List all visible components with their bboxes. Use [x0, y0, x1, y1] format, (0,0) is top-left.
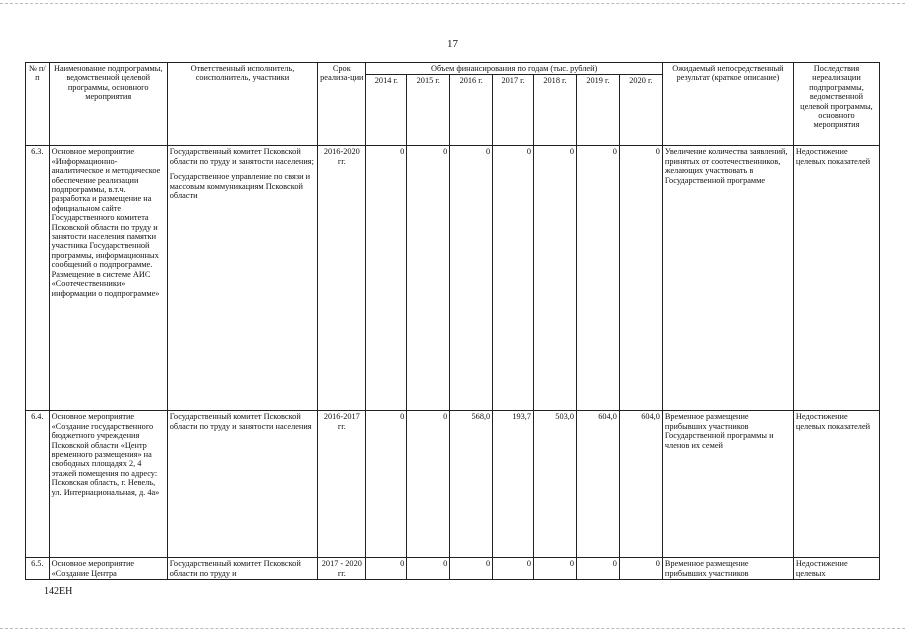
row-result: Увеличение количества заявлений, принятых от соотечественников, желающих участвовать в Государственной программе: [662, 146, 793, 411]
value-cell: 0: [407, 146, 450, 411]
table-row: [26, 558, 880, 580]
executor-text: Государственный комитет Псковской области по труду и занятости населения;: [169, 147, 314, 166]
header-result: Ожидаемый непосредственный результат (краткое описание): [662, 63, 793, 146]
value-cell: 604,0: [619, 411, 662, 558]
executor-text: Государственное управление по связи и массовым коммуникациям Псковской области: [169, 172, 311, 201]
scan-edge-top: [0, 3, 905, 4]
header-executor: Ответственный исполнитель, соисполнитель, участники: [167, 63, 317, 146]
header-consequences: Последствия нереализации подпрограммы, ведомственной целевой программы, основного мероприятия: [793, 63, 879, 146]
header-year: 2017 г.: [493, 75, 534, 146]
value-cell: 0: [450, 558, 493, 580]
header-year: 2018 г.: [534, 75, 577, 146]
value-cell: 0: [534, 146, 577, 411]
header-year: 2015 г.: [407, 75, 450, 146]
value-cell: 193,7: [493, 411, 534, 558]
value-cell: 0: [366, 411, 407, 558]
value-cell: 0: [534, 558, 577, 580]
value-cell: 0: [450, 146, 493, 411]
row-num: 6.5.: [26, 558, 50, 580]
value-cell: 604,0: [576, 411, 619, 558]
table-row: [26, 146, 880, 411]
row-executors: [167, 411, 317, 558]
row-term: 2016-2020 гг.: [318, 146, 366, 411]
header-name: Наименование подпрограммы, ведомственной целевой программы, основного мероприятия: [49, 63, 167, 146]
footer-code: 142ЕН: [44, 586, 73, 597]
row-executors: [167, 146, 317, 411]
value-cell: 0: [576, 558, 619, 580]
row-consequences: Недостижение целевых показателей: [793, 411, 879, 558]
row-name: Основное мероприятие «Создание Центра: [49, 558, 167, 580]
executor-text: Государственный комитет Псковской области по труду и занятости населения: [169, 412, 312, 431]
header-year: 2020 г.: [619, 75, 662, 146]
financing-table: [25, 62, 880, 580]
value-cell: 0: [619, 558, 662, 580]
value-cell: 0: [493, 146, 534, 411]
header-year: 2014 г.: [366, 75, 407, 146]
header-row-top: [26, 63, 880, 75]
value-cell: 0: [493, 558, 534, 580]
table-row: [26, 411, 880, 558]
row-name: Основное мероприятие «Создание государственного бюджетного учреждения Псковской области «Центр временного размещения» на свободных площадях 2, 4 этажей помещения по адресу: Псковская область, г. Невель, ул. Интернациональная, д. 4а»: [49, 411, 167, 558]
row-executors: [167, 558, 317, 580]
scan-edge-bottom: [0, 628, 905, 629]
value-cell: 0: [576, 146, 619, 411]
row-num: 6.4.: [26, 411, 50, 558]
header-num: № п/п: [26, 63, 50, 146]
value-cell: 0: [366, 558, 407, 580]
value-cell: 0: [407, 411, 450, 558]
row-term: 2017 - 2020 гг.: [318, 558, 366, 580]
value-cell: 0: [619, 146, 662, 411]
header-term: Срок реализа-ции: [318, 63, 366, 146]
value-cell: 503,0: [534, 411, 577, 558]
row-consequences: Недостижение целевых показателей: [793, 146, 879, 411]
row-consequences: Недостижение целевых: [793, 558, 879, 580]
row-result: Временное размещение прибывших участников Государственной программы и членов их семей: [662, 411, 793, 558]
page-number: 17: [447, 38, 458, 50]
header-year: 2019 г.: [576, 75, 619, 146]
row-name: Основное мероприятие «Информационно-аналитическое и методическое обеспечение реализации подпрограммы, в.т.ч. разработка и размещение на официальном сайте Государственного комитета Псковской области по труду и занятости населения памятки участника Государственной программы, информационных сообщений о подпрограмме. Размещение в системе АИС «Соотечественники» информации о подпрограмме»: [49, 146, 167, 411]
value-cell: 0: [407, 558, 450, 580]
row-term: 2016-2017 гг.: [318, 411, 366, 558]
value-cell: 568,0: [450, 411, 493, 558]
value-cell: 0: [366, 146, 407, 411]
header-year: 2016 г.: [450, 75, 493, 146]
row-num: 6.3.: [26, 146, 50, 411]
executor-text: Государственный комитет Псковской области по труду и: [169, 559, 301, 578]
header-funding: Объем финансирования по годам (тыс. рублей): [366, 63, 662, 75]
row-result: Временное размещение прибывших участников: [662, 558, 793, 580]
